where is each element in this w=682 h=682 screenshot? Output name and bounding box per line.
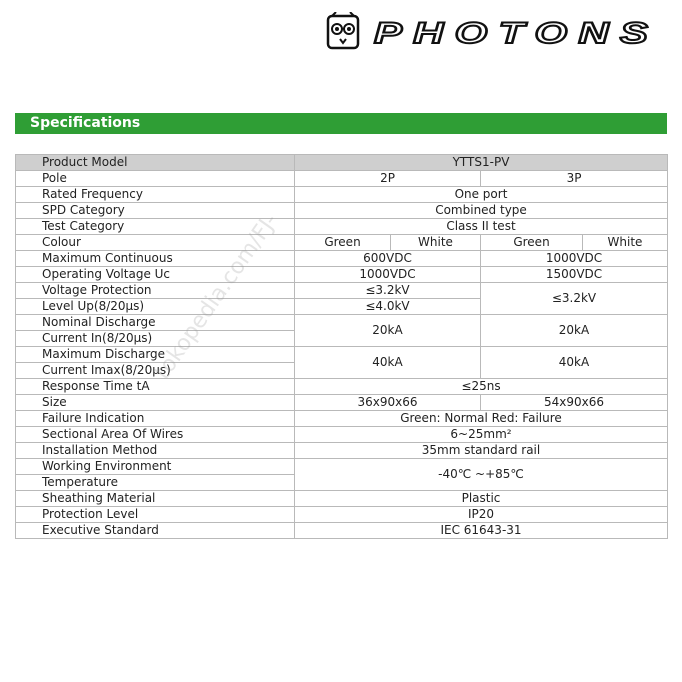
colour-cell: Green — [481, 235, 583, 251]
table-row-test-category — [16, 219, 668, 235]
photons-logo — [326, 12, 666, 52]
row-value-2p: ≤3.2kV — [295, 283, 481, 299]
row-value: YTTS1-PV — [295, 155, 668, 171]
table-row-product-model — [16, 155, 668, 171]
row-value: IEC 61643-31 — [295, 523, 668, 539]
row-value: ≤25ns — [295, 379, 668, 395]
row-value-2p: 40kA — [295, 347, 481, 379]
row-label: Maximum Continuous — [16, 251, 295, 267]
table-row-protection-level — [16, 507, 668, 523]
specifications-table — [15, 154, 668, 539]
row-value-3p: 40kA — [481, 347, 668, 379]
row-label: Current Imax(8/20μs) — [16, 363, 295, 379]
specifications-banner: Specifications — [15, 113, 667, 134]
table-row-rated-frequency — [16, 187, 668, 203]
colour-cell: White — [583, 235, 668, 251]
table-row-failure-indication — [16, 411, 668, 427]
row-value-2p: ≤4.0kV — [295, 299, 481, 315]
row-label: SPD Category — [16, 203, 295, 219]
row-label: Pole — [16, 171, 295, 187]
row-label: Rated Frequency — [16, 187, 295, 203]
row-value: Plastic — [295, 491, 668, 507]
row-label: Response Time tA — [16, 379, 295, 395]
table-row-colour — [16, 235, 668, 251]
row-label: Failure Indication — [16, 411, 295, 427]
row-value-2p: 2P — [295, 171, 481, 187]
row-value-3p: 20kA — [481, 315, 668, 347]
table-row-sectional-area — [16, 427, 668, 443]
row-label: Sheathing Material — [16, 491, 295, 507]
row-value: 6~25mm² — [295, 427, 668, 443]
row-value-3p: 1000VDC — [481, 251, 668, 267]
row-label: Nominal Discharge — [16, 315, 295, 331]
row-label: Operating Voltage Uc — [16, 267, 295, 283]
table-row-spd-category — [16, 203, 668, 219]
row-value: One port — [295, 187, 668, 203]
row-label: Colour — [16, 235, 295, 251]
table-row-installation-method — [16, 443, 668, 459]
colour-cell: White — [391, 235, 481, 251]
table-row-max-discharge-1 — [16, 347, 668, 363]
owl-icon — [328, 12, 358, 48]
table-row-nominal-discharge-1 — [16, 315, 668, 331]
row-label: Sectional Area Of Wires — [16, 427, 295, 443]
row-label: Current In(8/20μs) — [16, 331, 295, 347]
row-value-3p: 54x90x66 — [481, 395, 668, 411]
row-value-3p: 3P — [481, 171, 668, 187]
row-value: Class II test — [295, 219, 668, 235]
table-row-executive-standard — [16, 523, 668, 539]
table-row-max-continuous-2 — [16, 267, 668, 283]
row-label: Executive Standard — [16, 523, 295, 539]
table-row-pole — [16, 171, 668, 187]
row-value-3p: ≤3.2kV — [481, 283, 668, 315]
table-row-voltage-protection-1 — [16, 283, 668, 299]
table-row-response-time — [16, 379, 668, 395]
row-label: Working Environment — [16, 459, 295, 475]
row-value-2p: 600VDC — [295, 251, 481, 267]
row-label: Product Model — [16, 155, 295, 171]
row-label: Size — [16, 395, 295, 411]
row-value-2p: 20kA — [295, 315, 481, 347]
table-row-working-environment-1 — [16, 459, 668, 475]
row-label: Installation Method — [16, 443, 295, 459]
row-value: Green: Normal Red: Failure — [295, 411, 668, 427]
row-value: -40℃ ~+85℃ — [295, 459, 668, 491]
row-value-3p: 1500VDC — [481, 267, 668, 283]
row-label: Level Up(8/20μs) — [16, 299, 295, 315]
row-label: Test Category — [16, 219, 295, 235]
colour-cell: Green — [295, 235, 391, 251]
row-label: Voltage Protection — [16, 283, 295, 299]
row-value-2p: 36x90x66 — [295, 395, 481, 411]
row-label: Temperature — [16, 475, 295, 491]
row-label: Protection Level — [16, 507, 295, 523]
row-value: Combined type — [295, 203, 668, 219]
table-row-size — [16, 395, 668, 411]
brand-name: PHOTONS — [374, 17, 659, 50]
row-value: 35mm standard rail — [295, 443, 668, 459]
row-value-2p: 1000VDC — [295, 267, 481, 283]
row-label: Maximum Discharge — [16, 347, 295, 363]
watermark: tokopedia.com/FJ- — [150, 209, 284, 385]
row-value: IP20 — [295, 507, 668, 523]
table-row-sheathing-material — [16, 491, 668, 507]
table-row-max-continuous-1 — [16, 251, 668, 267]
